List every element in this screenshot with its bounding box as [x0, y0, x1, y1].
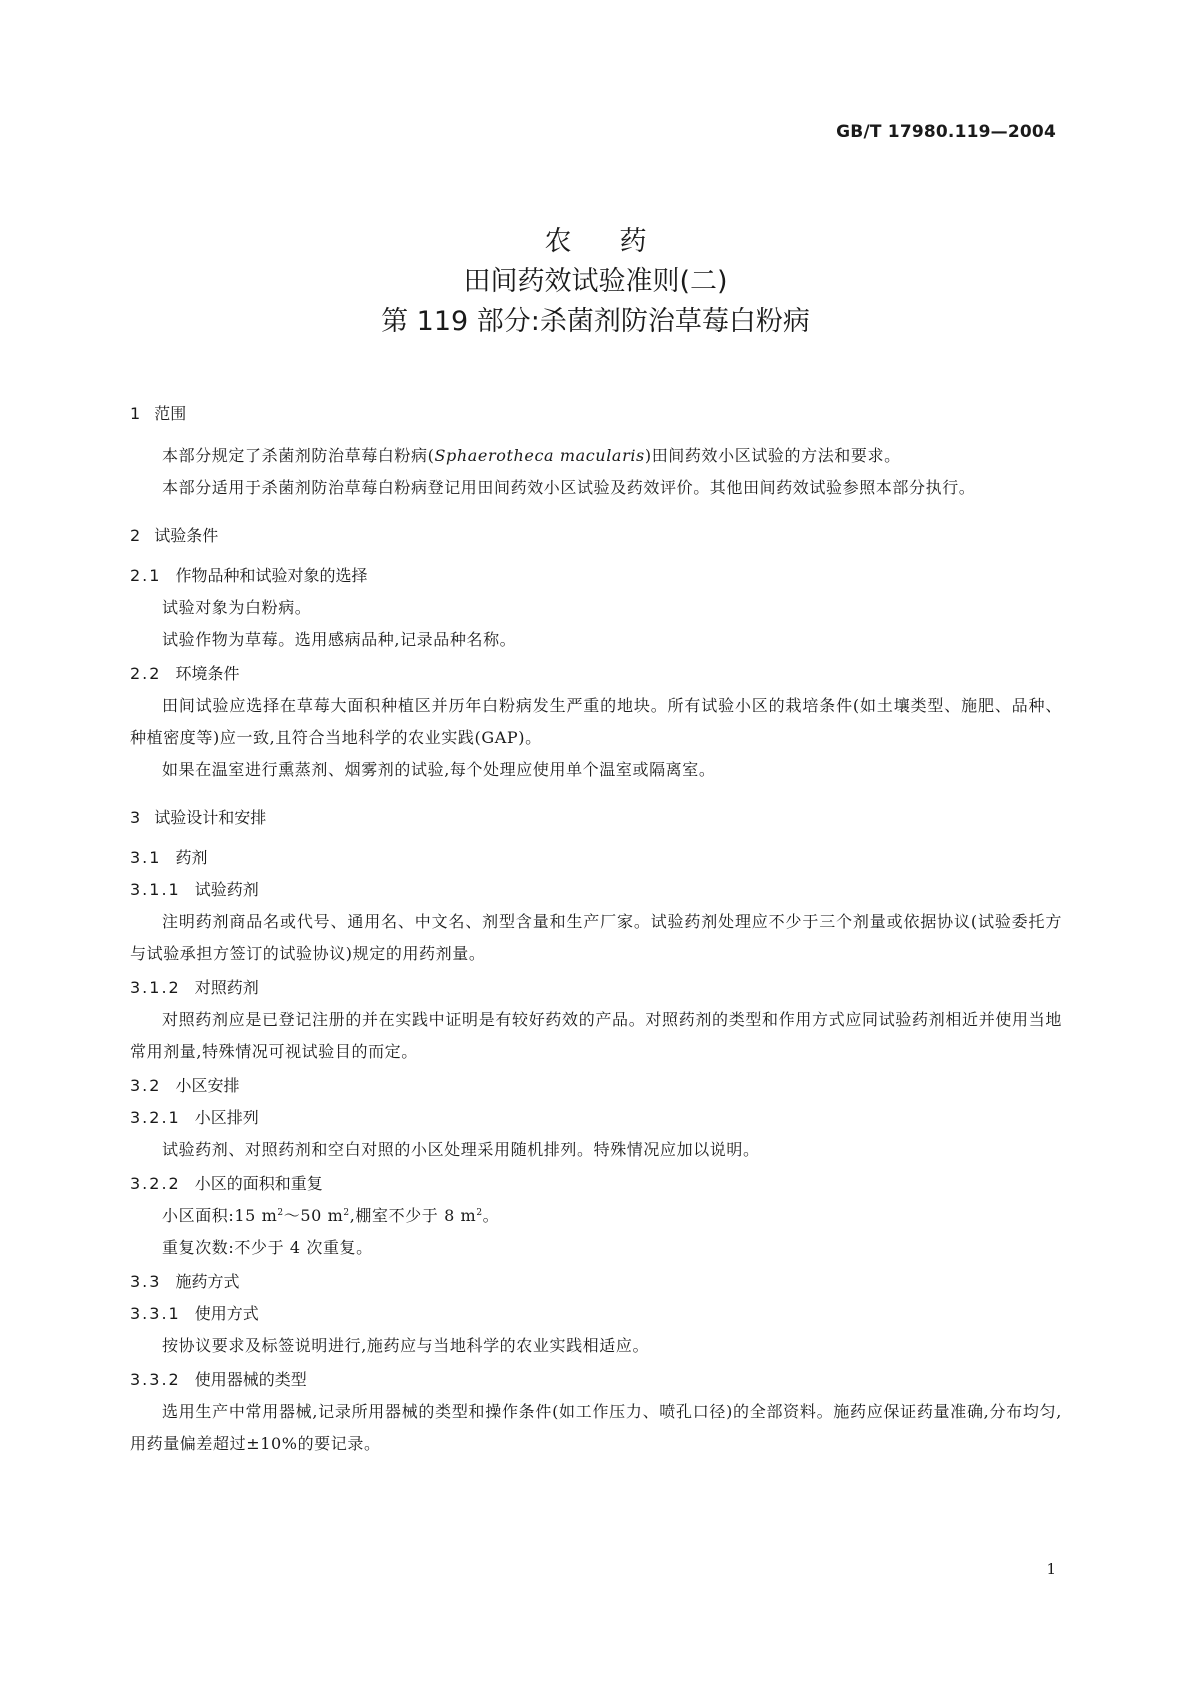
section-number: 3.3.1	[130, 1304, 181, 1323]
paragraph: 注明药剂商品名或代号、通用名、中文名、剂型含量和生产厂家。试验药剂处理应不少于三个剂量或依据协议(试验委托方与试验承担方签订的试验协议)规定的用药剂量。	[130, 912, 1062, 963]
section-title: 药剂	[175, 848, 208, 867]
subsubsection-heading	[130, 1104, 1062, 1132]
subsubsection-heading	[130, 1170, 1062, 1198]
subsubsection-heading	[130, 876, 1062, 904]
section-title: 小区的面积和重复	[194, 1174, 323, 1193]
section-number: 3.1.2	[130, 978, 181, 997]
section-number: 3	[130, 808, 141, 827]
section-number: 3.2	[130, 1076, 162, 1095]
section-title: 试验条件	[154, 526, 219, 545]
section-title: 试验药剂	[194, 880, 259, 899]
subsection-heading	[130, 1072, 1062, 1100]
paragraph-text: 小区面积:15 m	[162, 1206, 278, 1225]
section-number: 3.3	[130, 1272, 162, 1291]
paragraph: 选用生产中常用器械,记录所用器械的类型和操作条件(如工作压力、喷孔口径)的全部资料。施药应保证药量准确,分布均匀,用药量偏差超过±10%的要记录。	[130, 1402, 1062, 1453]
section-number: 3.2.2	[130, 1174, 181, 1193]
paragraph: 如果在温室进行熏蒸剂、烟雾剂的试验,每个处理应使用单个温室或隔离室。	[162, 760, 716, 779]
subsubsection-heading	[130, 1300, 1062, 1328]
title-line-1: 农药	[544, 226, 695, 257]
paragraph	[130, 440, 1062, 472]
subsection-heading	[130, 1268, 1062, 1296]
subsection-heading	[130, 660, 1062, 688]
section-number: 2.1	[130, 566, 162, 585]
paragraph: 按协议要求及标签说明进行,施药应与当地科学的农业实践相适应。	[162, 1336, 650, 1355]
paragraph: 试验对象为白粉病。	[162, 598, 312, 617]
document-title	[0, 222, 1191, 342]
scientific-name: Sphaerotheca macularis	[434, 446, 645, 465]
page-number: 1	[1046, 1560, 1056, 1578]
subsubsection-heading	[130, 974, 1062, 1002]
title-line-3: 第 119 部分:杀菌剂防治草莓白粉病	[381, 306, 810, 337]
section-title: 环境条件	[175, 664, 240, 683]
superscript: 2	[277, 1208, 284, 1218]
section-title: 使用器械的类型	[194, 1370, 307, 1389]
section-title: 范围	[154, 404, 187, 423]
paragraph: 试验作物为草莓。选用感病品种,记录品种名称。	[162, 630, 517, 649]
section-title: 小区安排	[175, 1076, 240, 1095]
document-body	[130, 400, 1062, 1460]
paragraph: 重复次数:不少于 4 次重复。	[162, 1238, 373, 1257]
section-number: 2.2	[130, 664, 162, 683]
paragraph: 试验药剂、对照药剂和空白对照的小区处理采用随机排列。特殊情况应加以说明。	[162, 1140, 760, 1159]
section-title: 试验设计和安排	[154, 808, 267, 827]
section-title: 对照药剂	[194, 978, 259, 997]
paragraph-text: ～50 m	[283, 1206, 344, 1225]
section-heading	[130, 522, 1062, 550]
paragraph: 本部分适用于杀菌剂防治草莓白粉病登记用田间药效小区试验及药效评价。其他田间药效试验参照本部分执行。	[162, 478, 976, 497]
section-heading	[130, 804, 1062, 832]
section-title: 使用方式	[194, 1304, 259, 1323]
superscript: 2	[343, 1208, 350, 1218]
section-heading	[130, 400, 1062, 428]
subsection-heading	[130, 562, 1062, 590]
standard-code: GB/T 17980.119—2004	[836, 122, 1056, 142]
paragraph-text: )田间药效小区试验的方法和要求。	[644, 446, 901, 465]
section-title: 施药方式	[175, 1272, 240, 1291]
section-number: 3.1.1	[130, 880, 181, 899]
section-number: 3.3.2	[130, 1370, 181, 1389]
paragraph-text: 。	[482, 1206, 500, 1225]
section-title: 小区排列	[194, 1108, 259, 1127]
subsection-heading	[130, 844, 1062, 872]
section-title: 作物品种和试验对象的选择	[175, 566, 368, 585]
subsubsection-heading	[130, 1366, 1062, 1394]
section-number: 3.2.1	[130, 1108, 181, 1127]
section-number: 1	[130, 404, 141, 423]
paragraph	[130, 1200, 1062, 1232]
section-number: 3.1	[130, 848, 162, 867]
paragraph-text: 本部分规定了杀菌剂防治草莓白粉病(	[162, 446, 435, 465]
superscript: 2	[476, 1208, 483, 1218]
title-line-2: 田间药效试验准则(二)	[463, 266, 728, 297]
section-number: 2	[130, 526, 141, 545]
paragraph: 对照药剂应是已登记注册的并在实践中证明是有较好药效的产品。对照药剂的类型和作用方式应同试验药剂相近并使用当地常用剂量,特殊情况可视试验目的而定。	[130, 1010, 1062, 1061]
paragraph-text: ,棚室不少于 8 m	[349, 1206, 477, 1225]
paragraph: 田间试验应选择在草莓大面积种植区并历年白粉病发生严重的地块。所有试验小区的栽培条件(如土壤类型、施肥、品种、种植密度等)应一致,且符合当地科学的农业实践(GAP)。	[130, 696, 1062, 747]
